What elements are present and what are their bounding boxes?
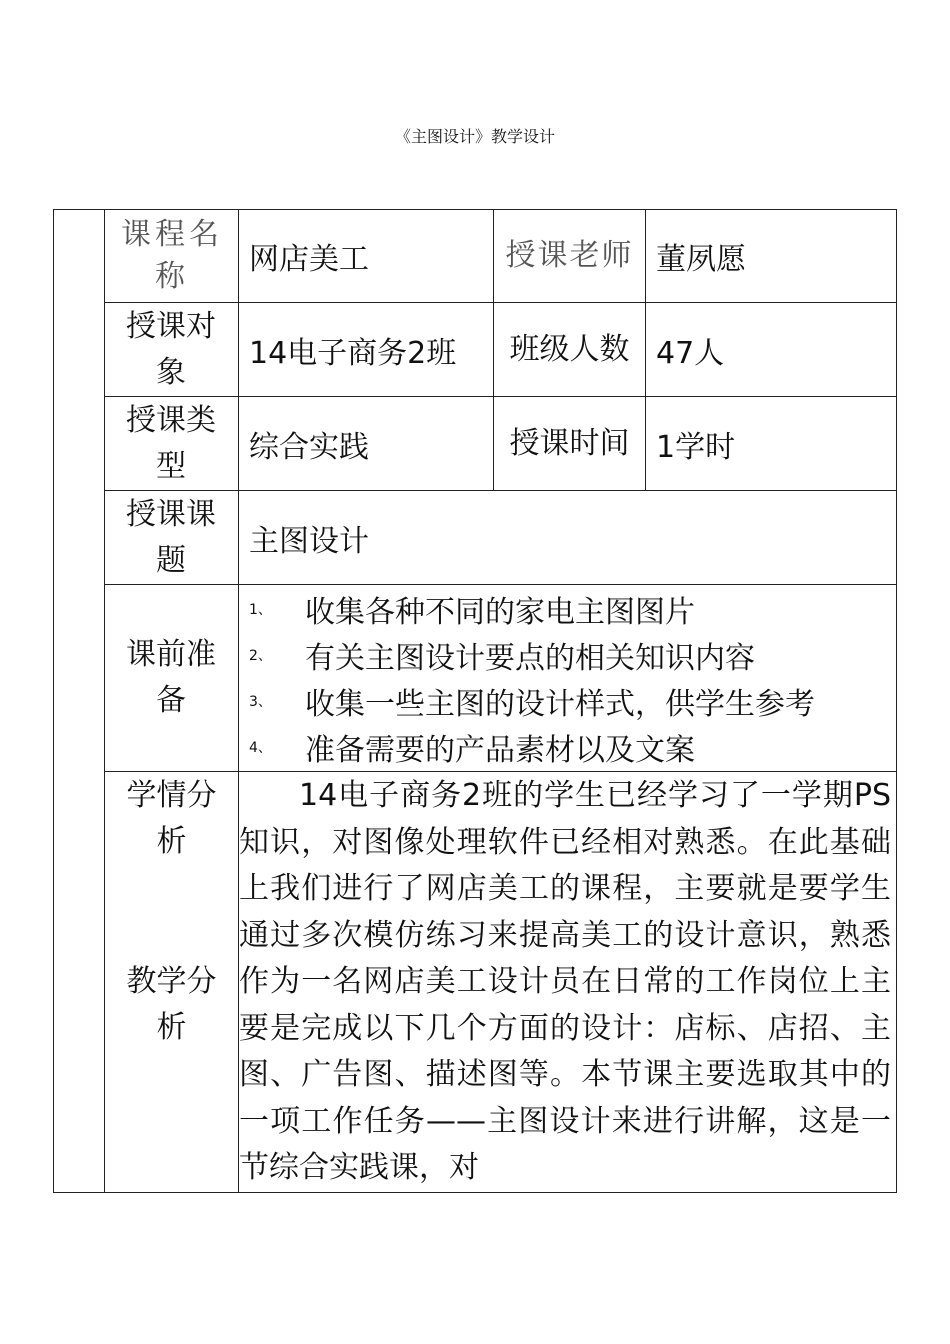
list-item xyxy=(249,632,755,678)
preparation-label: 课前准备 xyxy=(126,637,216,718)
class-size-label: 班级人数 xyxy=(509,331,630,367)
table-border-right xyxy=(896,209,897,1193)
preparation-list xyxy=(239,585,896,771)
list-item xyxy=(249,678,815,724)
item-number: 2、 xyxy=(249,648,272,664)
audience-value: 14电子商务2班 xyxy=(249,335,457,371)
analysis-content xyxy=(239,773,891,1192)
list-item xyxy=(249,724,695,770)
course-name-label: 课程名称 xyxy=(121,217,223,294)
item-number: 3、 xyxy=(249,694,272,710)
item-number: 4、 xyxy=(249,740,272,756)
analysis-labels xyxy=(105,773,238,1051)
topic-label: 授课课题 xyxy=(126,496,216,578)
course-type-label: 授课类型 xyxy=(126,402,216,484)
item-text: 收集各种不同的家电主图图片 xyxy=(305,595,695,630)
list-item xyxy=(249,586,695,632)
class-size-value: 47人 xyxy=(656,335,725,371)
class-time-label: 授课时间 xyxy=(509,425,630,461)
label-spacer xyxy=(105,865,238,959)
item-text: 收集一些主图的设计样式，供学生参考 xyxy=(305,687,815,722)
audience-label: 授课对象 xyxy=(126,308,216,390)
teaching-analysis-label: 教学分析 xyxy=(126,964,217,1045)
item-number: 1、 xyxy=(249,602,272,618)
table-border-bottom xyxy=(53,1192,897,1193)
lesson-plan-table xyxy=(53,209,897,1193)
teacher-label: 授课老师 xyxy=(505,238,634,273)
item-text: 有关主图设计要点的相关知识内容 xyxy=(305,641,755,676)
course-name-value: 网店美工 xyxy=(249,242,369,277)
topic-value: 主图设计 xyxy=(249,523,369,559)
analysis-paragraph: 14电子商务2班的学生已经学习了一学期PS知识，对图像处理软件已经相对熟悉。在此基础上我们进行了网店美工的课程，主要就是要学生通过多次模仿练习来提高美工的设计意识，熟悉作为一名网店美工设计员在日常的工作岗位上主要是完成以下几个方面的设计：店标、店招、主图、广告图、描述图等。本节课主要选取其中的一项工作任务——主图设计来进行讲解，这是一节综合实践课，对 xyxy=(239,778,891,1185)
teacher-value: 董夙愿 xyxy=(656,242,746,277)
item-text: 准备需要的产品素材以及文案 xyxy=(305,733,695,768)
row-divider xyxy=(104,771,897,772)
document-title: 《主图设计》教学设计 xyxy=(394,127,555,146)
course-type-value: 综合实践 xyxy=(249,429,369,465)
student-analysis-label: 学情分析 xyxy=(126,778,217,859)
table-border-left xyxy=(53,209,54,1193)
class-time-value: 1学时 xyxy=(656,429,736,465)
